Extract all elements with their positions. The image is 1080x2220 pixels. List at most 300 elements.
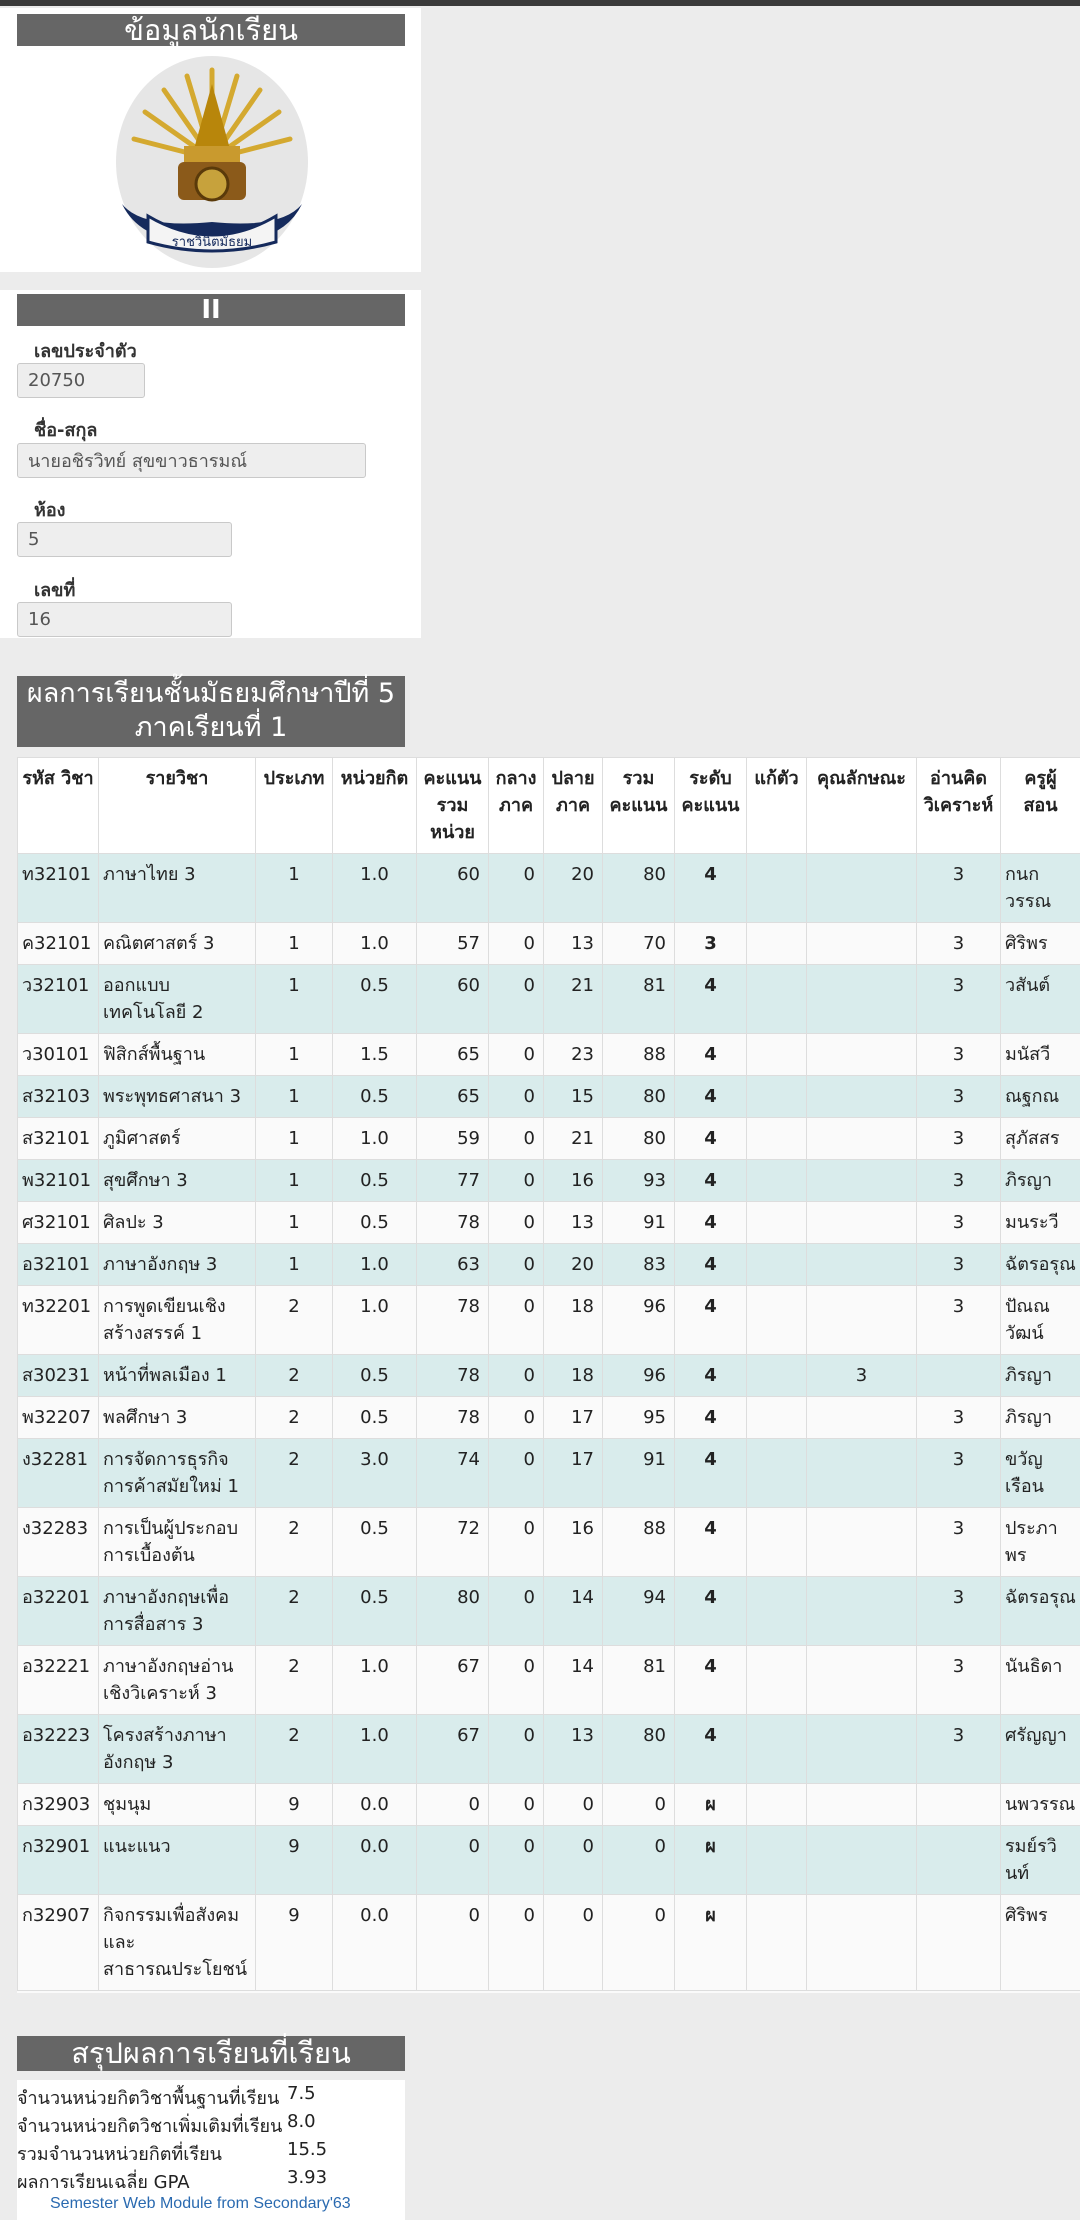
- table-cell: [747, 1826, 807, 1895]
- table-cell: [747, 1508, 807, 1577]
- table-cell: 4: [675, 1160, 747, 1202]
- student-number-label: เลขที่: [34, 580, 76, 601]
- table-row: [18, 1508, 1080, 1577]
- summary-title: สรุปผลการเรียนที่เรียน: [17, 2036, 405, 2071]
- table-cell: พ32207: [18, 1397, 99, 1439]
- grades-table-container: [17, 757, 1080, 1993]
- table-row: [18, 1160, 1080, 1202]
- table-cell: พลศึกษา 3: [99, 1397, 256, 1439]
- table-cell: ท32201: [18, 1286, 99, 1355]
- column-header: กลาง ภาค: [489, 758, 544, 854]
- table-cell: 0: [489, 1508, 544, 1577]
- table-cell: พระพุทธศาสนา 3: [99, 1076, 256, 1118]
- table-cell: 78: [417, 1202, 489, 1244]
- student-name-field[interactable]: [17, 443, 366, 478]
- table-cell: ฉัตรอรุณ: [1001, 1577, 1080, 1646]
- table-cell: 0: [489, 1646, 544, 1715]
- table-cell: ง32281: [18, 1439, 99, 1508]
- page-title: ข้อมูลนักเรียน: [17, 14, 405, 46]
- table-cell: ภิรญา: [1001, 1397, 1080, 1439]
- table-cell: ง32283: [18, 1508, 99, 1577]
- table-cell: [807, 1784, 917, 1826]
- room-field[interactable]: [17, 522, 232, 557]
- table-cell: 4: [675, 1355, 747, 1397]
- table-cell: [747, 1355, 807, 1397]
- table-cell: [807, 1646, 917, 1715]
- table-cell: [807, 1826, 917, 1895]
- table-row: [18, 854, 1080, 923]
- table-row: [18, 1118, 1080, 1160]
- table-cell: 0.5: [333, 1397, 417, 1439]
- table-row: [18, 1439, 1080, 1508]
- table-cell: 4: [675, 1646, 747, 1715]
- column-header: ปลาย ภาค: [544, 758, 603, 854]
- table-cell: 3: [917, 1118, 1001, 1160]
- table-cell: 80: [417, 1577, 489, 1646]
- table-cell: [747, 965, 807, 1034]
- table-cell: ปัณณวัฒน์: [1001, 1286, 1080, 1355]
- table-cell: 0: [489, 1826, 544, 1895]
- table-cell: 20: [544, 854, 603, 923]
- table-cell: 21: [544, 965, 603, 1034]
- table-cell: 78: [417, 1286, 489, 1355]
- table-cell: 81: [603, 1646, 675, 1715]
- student-name-label: ชื่อ-สกุล: [34, 420, 98, 441]
- table-cell: มนัสวี: [1001, 1034, 1080, 1076]
- table-cell: 0: [544, 1895, 603, 1991]
- grades-table: [17, 757, 1080, 1991]
- table-cell: 3: [807, 1355, 917, 1397]
- table-cell: ออกแบบเทคโนโลยี 2: [99, 965, 256, 1034]
- table-cell: [807, 1508, 917, 1577]
- table-cell: 4: [675, 1076, 747, 1118]
- table-cell: 78: [417, 1355, 489, 1397]
- table-cell: 3.0: [333, 1439, 417, 1508]
- table-cell: 4: [675, 965, 747, 1034]
- table-cell: ขวัญเรือน: [1001, 1439, 1080, 1508]
- table-cell: คณิตศาสตร์ 3: [99, 923, 256, 965]
- table-cell: 4: [675, 1397, 747, 1439]
- table-cell: 59: [417, 1118, 489, 1160]
- table-row: [18, 1646, 1080, 1715]
- table-cell: [807, 1286, 917, 1355]
- table-cell: วสันต์: [1001, 965, 1080, 1034]
- column-header: รหัส วิชา: [18, 758, 99, 854]
- table-cell: [747, 1034, 807, 1076]
- table-cell: 67: [417, 1715, 489, 1784]
- table-cell: 0: [489, 1439, 544, 1508]
- table-cell: 0: [603, 1826, 675, 1895]
- table-cell: 0: [544, 1784, 603, 1826]
- student-number-field[interactable]: [17, 602, 232, 637]
- table-cell: 1: [256, 1244, 333, 1286]
- table-cell: 0: [489, 1118, 544, 1160]
- table-cell: 0.0: [333, 1784, 417, 1826]
- table-cell: 78: [417, 1397, 489, 1439]
- column-header: อ่านคิด วิเคราะห์: [917, 758, 1001, 854]
- footer-link[interactable]: Semester Web Module from Secondary'63: [50, 2195, 351, 2212]
- table-cell: 3: [917, 1646, 1001, 1715]
- table-cell: [807, 1577, 917, 1646]
- table-cell: 16: [544, 1508, 603, 1577]
- table-cell: 0: [603, 1784, 675, 1826]
- table-cell: 60: [417, 965, 489, 1034]
- table-cell: 80: [603, 854, 675, 923]
- table-cell: [747, 1895, 807, 1991]
- table-cell: 94: [603, 1577, 675, 1646]
- table-cell: 0: [489, 965, 544, 1034]
- table-cell: หน้าที่พลเมือง 1: [99, 1355, 256, 1397]
- table-row: [18, 1244, 1080, 1286]
- table-cell: ชุมนุม: [99, 1784, 256, 1826]
- column-header: ครูผู้ สอน: [1001, 758, 1080, 854]
- table-cell: 3: [917, 1286, 1001, 1355]
- table-cell: 0.0: [333, 1895, 417, 1991]
- table-cell: 1.0: [333, 1244, 417, 1286]
- table-cell: 3: [917, 1034, 1001, 1076]
- table-cell: 70: [603, 923, 675, 965]
- table-row: [18, 1784, 1080, 1826]
- table-cell: 3: [917, 1397, 1001, 1439]
- table-cell: 0: [489, 854, 544, 923]
- column-header: ระดับ คะแนน: [675, 758, 747, 854]
- table-cell: 0.5: [333, 1202, 417, 1244]
- table-cell: 1.0: [333, 1118, 417, 1160]
- table-cell: 0.5: [333, 1577, 417, 1646]
- table-cell: อ32223: [18, 1715, 99, 1784]
- student-id-label: เลขประจำตัว: [34, 341, 137, 362]
- table-cell: [747, 1160, 807, 1202]
- table-cell: 20: [544, 1244, 603, 1286]
- table-cell: 17: [544, 1439, 603, 1508]
- table-cell: 1: [256, 1118, 333, 1160]
- table-cell: 96: [603, 1286, 675, 1355]
- table-cell: ประภาพร: [1001, 1508, 1080, 1577]
- table-row: [18, 1355, 1080, 1397]
- table-cell: 0: [544, 1826, 603, 1895]
- table-cell: ส32101: [18, 1118, 99, 1160]
- table-cell: 74: [417, 1439, 489, 1508]
- table-cell: 3: [917, 1202, 1001, 1244]
- table-cell: 0: [489, 923, 544, 965]
- table-cell: 81: [603, 965, 675, 1034]
- table-cell: 0: [489, 1784, 544, 1826]
- table-cell: [807, 1076, 917, 1118]
- top-status-bar: [0, 0, 1080, 6]
- table-cell: 3: [917, 854, 1001, 923]
- table-cell: 2: [256, 1355, 333, 1397]
- table-cell: แนะแนว: [99, 1826, 256, 1895]
- column-header: หน่วยกิต: [333, 758, 417, 854]
- table-cell: นันธิดา: [1001, 1646, 1080, 1715]
- table-cell: 1.0: [333, 1646, 417, 1715]
- table-cell: 3: [917, 923, 1001, 965]
- school-logo: [112, 54, 312, 272]
- table-cell: 4: [675, 1577, 747, 1646]
- table-cell: 1.0: [333, 854, 417, 923]
- table-cell: 2: [256, 1397, 333, 1439]
- table-cell: ศิริพร: [1001, 923, 1080, 965]
- table-cell: [807, 965, 917, 1034]
- table-cell: 13: [544, 1202, 603, 1244]
- table-cell: [807, 1202, 917, 1244]
- table-cell: 1.0: [333, 923, 417, 965]
- table-cell: 13: [544, 1715, 603, 1784]
- table-cell: 0: [417, 1784, 489, 1826]
- table-cell: [747, 1715, 807, 1784]
- table-cell: [917, 1784, 1001, 1826]
- summary-value: 15.5: [287, 2139, 328, 2160]
- table-row: [18, 1034, 1080, 1076]
- table-cell: ส32103: [18, 1076, 99, 1118]
- table-row: [18, 1826, 1080, 1895]
- table-cell: 2: [256, 1286, 333, 1355]
- table-cell: 1: [256, 965, 333, 1034]
- table-cell: 0: [489, 1076, 544, 1118]
- table-cell: 95: [603, 1397, 675, 1439]
- table-cell: [807, 1715, 917, 1784]
- table-cell: 80: [603, 1118, 675, 1160]
- student-id-field[interactable]: [17, 363, 145, 398]
- column-header: รายวิชา: [99, 758, 256, 854]
- table-cell: 0: [489, 1034, 544, 1076]
- table-cell: 3: [917, 1715, 1001, 1784]
- table-cell: 4: [675, 1439, 747, 1508]
- table-cell: 9: [256, 1826, 333, 1895]
- table-cell: 91: [603, 1202, 675, 1244]
- table-cell: 1.0: [333, 1715, 417, 1784]
- table-cell: 80: [603, 1715, 675, 1784]
- summary-label: จำนวนหน่วยกิตวิชาพื้นฐานที่เรียน: [17, 2088, 280, 2109]
- table-cell: ภูมิศาสตร์: [99, 1118, 256, 1160]
- table-cell: ผ: [675, 1895, 747, 1991]
- table-cell: อ32101: [18, 1244, 99, 1286]
- table-cell: 1: [256, 854, 333, 923]
- table-cell: 67: [417, 1646, 489, 1715]
- table-cell: [917, 1355, 1001, 1397]
- table-cell: การจัดการธุรกิจการค้าสมัยใหม่ 1: [99, 1439, 256, 1508]
- table-cell: การเป็นผู้ประกอบการเบื้องต้น: [99, 1508, 256, 1577]
- table-cell: ศ32101: [18, 1202, 99, 1244]
- table-cell: 21: [544, 1118, 603, 1160]
- table-cell: 1: [256, 923, 333, 965]
- table-cell: 0: [489, 1286, 544, 1355]
- summary-value: 3.93: [287, 2167, 328, 2188]
- table-row: [18, 965, 1080, 1034]
- table-cell: สุขศึกษา 3: [99, 1160, 256, 1202]
- table-cell: 93: [603, 1160, 675, 1202]
- table-cell: 2: [256, 1646, 333, 1715]
- table-cell: 13: [544, 923, 603, 965]
- table-cell: ศิลปะ 3: [99, 1202, 256, 1244]
- table-cell: 4: [675, 1202, 747, 1244]
- table-cell: 9: [256, 1784, 333, 1826]
- table-cell: กิจกรรมเพื่อสังคมและสาธารณประโยชน์: [99, 1895, 256, 1991]
- table-cell: [747, 1397, 807, 1439]
- table-cell: 0: [489, 1397, 544, 1439]
- table-cell: 0: [417, 1895, 489, 1991]
- table-cell: 0: [489, 1160, 544, 1202]
- table-cell: 0.5: [333, 1160, 417, 1202]
- table-cell: [807, 1397, 917, 1439]
- table-cell: ฉัตรอรุณ: [1001, 1244, 1080, 1286]
- table-row: [18, 1715, 1080, 1784]
- table-cell: ว30101: [18, 1034, 99, 1076]
- table-cell: 3: [917, 1508, 1001, 1577]
- table-cell: ณฐกณ: [1001, 1076, 1080, 1118]
- table-cell: 3: [917, 1577, 1001, 1646]
- table-cell: 3: [917, 1244, 1001, 1286]
- table-cell: ค32101: [18, 923, 99, 965]
- table-cell: [807, 1160, 917, 1202]
- table-cell: นพวรรณ: [1001, 1784, 1080, 1826]
- table-cell: 4: [675, 1244, 747, 1286]
- table-cell: [807, 854, 917, 923]
- table-cell: 0.0: [333, 1826, 417, 1895]
- table-cell: 1: [256, 1160, 333, 1202]
- table-cell: กนกวรรณ: [1001, 854, 1080, 923]
- table-cell: 72: [417, 1508, 489, 1577]
- summary-label: รวมจำนวนหน่วยกิตที่เรียน: [17, 2144, 222, 2165]
- table-cell: 0: [417, 1826, 489, 1895]
- table-cell: 96: [603, 1355, 675, 1397]
- table-cell: 0: [489, 1355, 544, 1397]
- table-cell: ก32903: [18, 1784, 99, 1826]
- table-cell: [747, 1577, 807, 1646]
- table-cell: รมย์รวินท์: [1001, 1826, 1080, 1895]
- table-cell: 0.5: [333, 1076, 417, 1118]
- table-cell: 0: [489, 1202, 544, 1244]
- student-panel-title: II: [17, 294, 405, 326]
- table-cell: ก32907: [18, 1895, 99, 1991]
- table-cell: ภิรญา: [1001, 1355, 1080, 1397]
- table-cell: 80: [603, 1076, 675, 1118]
- table-cell: 91: [603, 1439, 675, 1508]
- table-cell: [807, 1439, 917, 1508]
- table-cell: [807, 1034, 917, 1076]
- table-cell: ว32101: [18, 965, 99, 1034]
- table-cell: 0: [489, 1577, 544, 1646]
- table-cell: โครงสร้างภาษาอังกฤษ 3: [99, 1715, 256, 1784]
- table-cell: ภาษาอังกฤษอ่านเชิงวิเคราะห์ 3: [99, 1646, 256, 1715]
- table-cell: 23: [544, 1034, 603, 1076]
- table-cell: 18: [544, 1355, 603, 1397]
- table-cell: อ32201: [18, 1577, 99, 1646]
- table-cell: [747, 1244, 807, 1286]
- column-header: คะแนน รวม หน่วย: [417, 758, 489, 854]
- table-cell: 88: [603, 1508, 675, 1577]
- table-header-row: [18, 758, 1080, 854]
- table-cell: 18: [544, 1286, 603, 1355]
- summary-value: 7.5: [287, 2083, 316, 2104]
- table-cell: 1.0: [333, 1286, 417, 1355]
- table-cell: [747, 1118, 807, 1160]
- table-cell: 3: [917, 1076, 1001, 1118]
- table-cell: 88: [603, 1034, 675, 1076]
- table-cell: 3: [917, 1439, 1001, 1508]
- table-cell: 3: [917, 1160, 1001, 1202]
- column-header: แก้ตัว: [747, 758, 807, 854]
- column-header: คุณลักษณะ: [807, 758, 917, 854]
- table-cell: [807, 1895, 917, 1991]
- results-title: ผลการเรียนชั้นมัธยมศึกษาปีที่ 5 ภาคเรียนที่ 1: [17, 676, 405, 747]
- table-row: [18, 1202, 1080, 1244]
- table-cell: 0.5: [333, 1508, 417, 1577]
- table-cell: [807, 923, 917, 965]
- table-cell: 4: [675, 1508, 747, 1577]
- table-body: [18, 854, 1080, 1991]
- table-cell: 2: [256, 1715, 333, 1784]
- table-cell: 4: [675, 1034, 747, 1076]
- table-cell: 15: [544, 1076, 603, 1118]
- table-cell: 0.5: [333, 1355, 417, 1397]
- table-row: [18, 1895, 1080, 1991]
- table-cell: 1: [256, 1202, 333, 1244]
- table-cell: 1.5: [333, 1034, 417, 1076]
- table-row: [18, 1076, 1080, 1118]
- table-cell: [747, 923, 807, 965]
- table-cell: [747, 1076, 807, 1118]
- table-cell: อ32221: [18, 1646, 99, 1715]
- table-cell: ภิรญา: [1001, 1160, 1080, 1202]
- table-cell: [917, 1895, 1001, 1991]
- table-row: [18, 1577, 1080, 1646]
- table-cell: ส30231: [18, 1355, 99, 1397]
- table-cell: 60: [417, 854, 489, 923]
- table-cell: 0: [489, 1895, 544, 1991]
- table-cell: 2: [256, 1508, 333, 1577]
- table-cell: พ32101: [18, 1160, 99, 1202]
- table-cell: [807, 1244, 917, 1286]
- logo-motto: ราชวินิตมัธยม: [171, 235, 253, 250]
- summary-value: 8.0: [287, 2111, 316, 2132]
- table-cell: 65: [417, 1034, 489, 1076]
- table-cell: [807, 1118, 917, 1160]
- table-cell: 77: [417, 1160, 489, 1202]
- table-cell: 4: [675, 1118, 747, 1160]
- table-cell: 2: [256, 1577, 333, 1646]
- table-cell: 0.5: [333, 965, 417, 1034]
- table-cell: 65: [417, 1076, 489, 1118]
- table-cell: [747, 1646, 807, 1715]
- table-row: [18, 1397, 1080, 1439]
- table-cell: 0: [489, 1715, 544, 1784]
- table-cell: 14: [544, 1646, 603, 1715]
- table-cell: 14: [544, 1577, 603, 1646]
- table-cell: ภาษาอังกฤษเพื่อการสื่อสาร 3: [99, 1577, 256, 1646]
- table-cell: 0: [603, 1895, 675, 1991]
- table-cell: 16: [544, 1160, 603, 1202]
- table-cell: ท32101: [18, 854, 99, 923]
- table-cell: 1: [256, 1034, 333, 1076]
- table-cell: ก32901: [18, 1826, 99, 1895]
- table-cell: ผ: [675, 1784, 747, 1826]
- table-cell: ศิริพร: [1001, 1895, 1080, 1991]
- table-cell: [917, 1826, 1001, 1895]
- table-cell: 2: [256, 1439, 333, 1508]
- table-cell: 83: [603, 1244, 675, 1286]
- table-cell: 17: [544, 1397, 603, 1439]
- table-row: [18, 923, 1080, 965]
- table-row: [18, 1286, 1080, 1355]
- column-header: ประเภท: [256, 758, 333, 854]
- table-cell: [747, 1439, 807, 1508]
- table-cell: ผ: [675, 1826, 747, 1895]
- table-cell: สุภัสสร: [1001, 1118, 1080, 1160]
- table-cell: 1: [256, 1076, 333, 1118]
- table-cell: [747, 1784, 807, 1826]
- table-cell: ภาษาอังกฤษ 3: [99, 1244, 256, 1286]
